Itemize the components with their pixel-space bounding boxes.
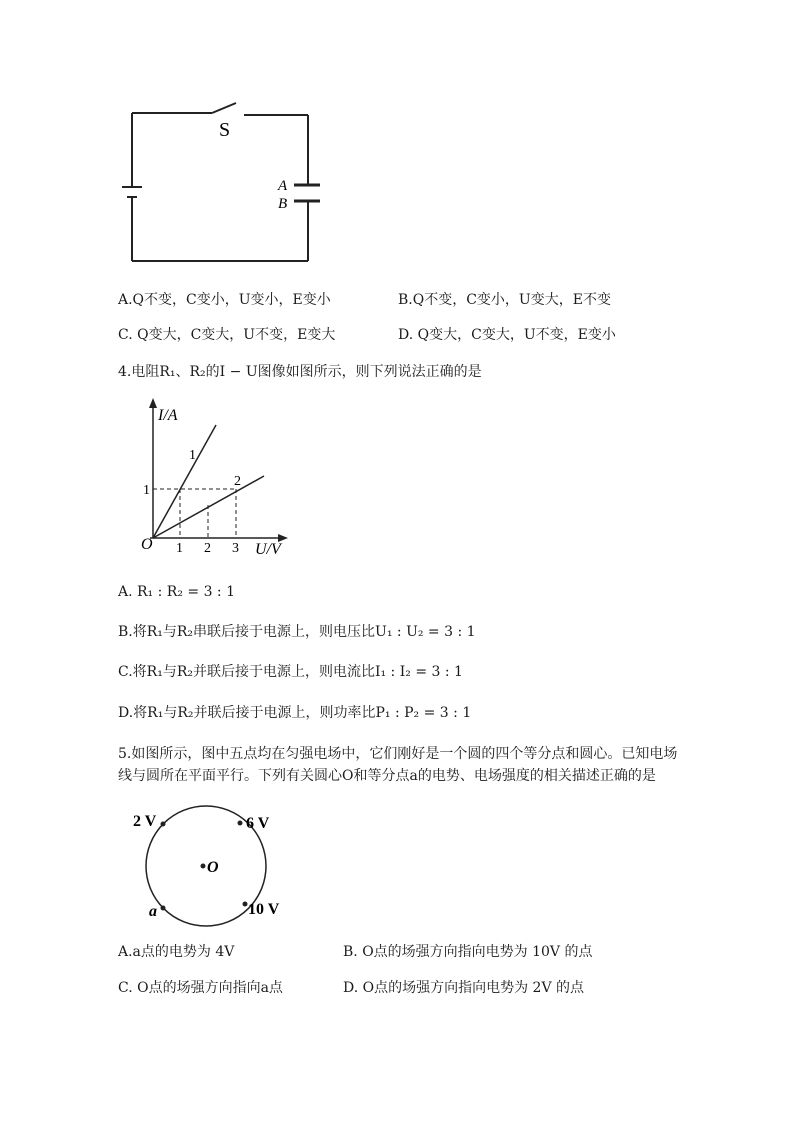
x-tick-2: 2 <box>204 541 211 556</box>
point-a <box>161 906 166 911</box>
label-6v: 6 V <box>246 815 270 832</box>
q5-option-d: D. O点的场强方向指向电势为 2V 的点 <box>343 980 585 996</box>
q5-option-c: C. O点的场强方向指向a点 <box>118 980 283 996</box>
q3-option-d: D. Q变大，C变大，U不变，E变小 <box>398 327 616 343</box>
q3-option-a: A.Q不变，C变小，U变小，E变小 <box>118 292 331 308</box>
q4-option-a: A. R₁ : R₂ = 3 : 1 <box>118 584 235 600</box>
label-a: a <box>149 903 157 920</box>
q5-stem-line1: 5.如图所示，图中五点均在匀强电场中，它们刚好是一个圆的四个等分点和圆心。已知电场 <box>118 746 678 762</box>
line-label-1: 1 <box>189 448 196 463</box>
line-label-2: 2 <box>234 474 241 489</box>
label-o: O <box>207 859 219 876</box>
x-tick-3: 3 <box>232 541 239 556</box>
point-10v <box>243 902 248 907</box>
q5-stem-line2: 线与圆所在平面平行。下列有关圆心O和等分点a的电势、电场强度的相关描述正确的是 <box>118 768 656 784</box>
point-2v <box>161 822 166 827</box>
q5-option-b: B. O点的场强方向指向电势为 10V 的点 <box>343 944 593 960</box>
y-axis-label: I/A <box>158 407 178 424</box>
q3-option-b: B.Q不变，C变小，U变大，E不变 <box>398 292 611 308</box>
label-10v: 10 V <box>248 901 280 918</box>
q4-option-c: C.将R₁与R₂并联后接于电源上，则电流比I₁ : I₂ = 3 : 1 <box>118 664 463 680</box>
q4-stem: 4.电阻R₁、R₂的I − U图像如图所示，则下列说法正确的是 <box>118 364 482 380</box>
q4-option-b: B.将R₁与R₂串联后接于电源上，则电压比U₁ : U₂ = 3 : 1 <box>118 624 476 640</box>
switch-label: S <box>219 119 231 141</box>
q5-option-a: A.a点的电势为 4V <box>118 944 235 960</box>
origin-label: O <box>141 536 153 553</box>
label-2v: 2 V <box>133 813 157 830</box>
x-axis-label: U/V <box>255 541 281 558</box>
center-point <box>201 864 206 869</box>
y-tick-1: 1 <box>143 483 150 498</box>
x-tick-1: 1 <box>176 541 183 556</box>
q4-option-d: D.将R₁与R₂并联后接于电源上，则功率比P₁ : P₂ = 3 : 1 <box>118 705 472 721</box>
q3-option-c: C. Q变大，C变大，U不变，E变大 <box>118 327 336 343</box>
plate-a-label: A <box>278 178 288 194</box>
point-6v <box>238 821 243 826</box>
plate-b-label: B <box>278 196 288 212</box>
